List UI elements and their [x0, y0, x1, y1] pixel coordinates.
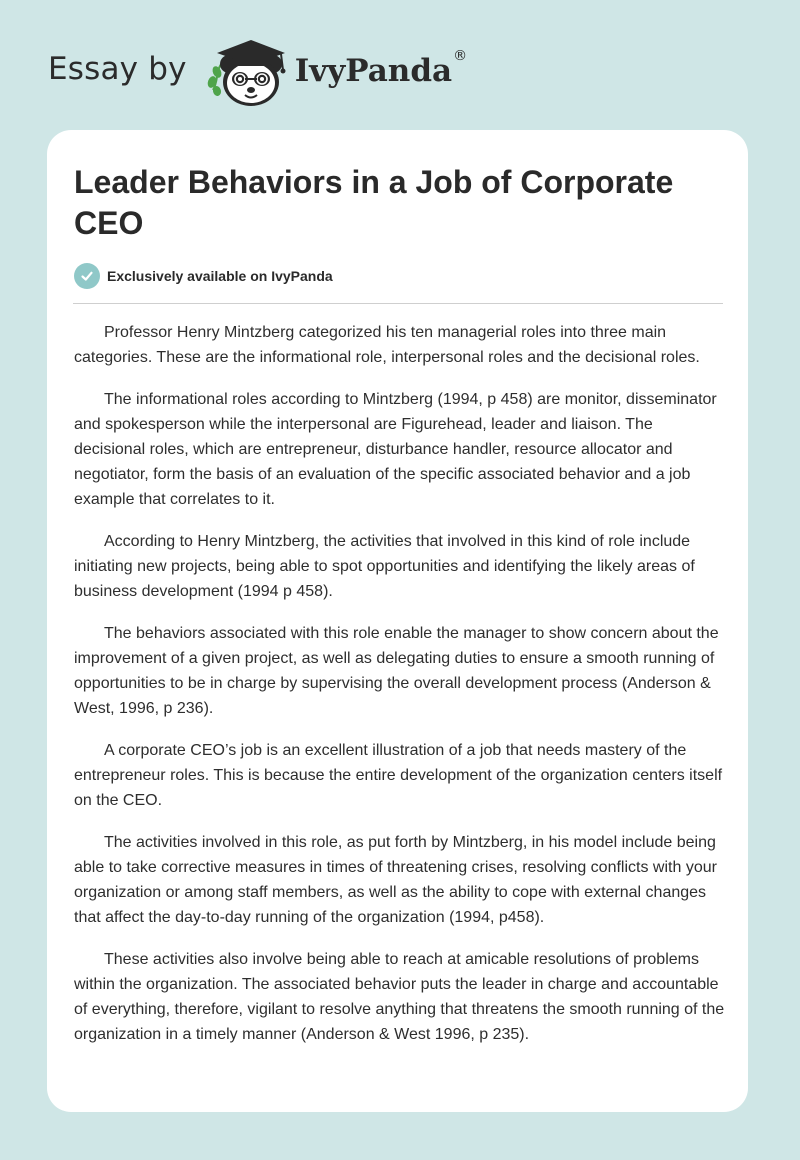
paragraph: The activities involved in this role, as put forth by Mintzberg, in his model include being able to take corrective measures in times of threatening crises, resolving conflicts with your organization or among staff members, as well as the ability to cope with external changes that affect the day-to-day running of the organization (1994, p458). — [74, 834, 717, 926]
paragraph: The behaviors associated with this role enable the manager to show concern about the improvement of a given project, as well as delegating duties to ensure a smooth running of opportunities to be in charge by supervising the overall development process (Anderson & West, 1996, p 236). — [74, 625, 719, 717]
panda-graduate-icon[interactable] — [203, 36, 293, 108]
paragraph: The informational roles according to Mintzberg (1994, p 458) are monitor, disseminator and spokesperson while the interpersonal are Figurehead, leader and liaison. The decisional roles, which are entrepreneur, disturbance handler, resource allocator and negotiator, form the basis of an evaluation of the specific associated behavior and a job example that correlates to it. — [74, 391, 717, 508]
check-circle-icon — [74, 263, 100, 289]
page-title: Leader Behaviors in a Job of Corporate CEO — [74, 164, 674, 241]
paragraph: Professor Henry Mintzberg categorized his ten managerial roles into three main categories. These are the informational role, interpersonal roles and the decisional roles. — [74, 324, 700, 366]
exclusive-badge-text: Exclusively available on IvyPanda — [107, 268, 333, 284]
essay-by-label: Essay by — [48, 51, 187, 87]
paragraph: A corporate CEO’s job is an excellent illustration of a job that needs mastery of the entrepreneur roles. This is because the entire development of the organization centers itself on the CEO. — [74, 742, 723, 809]
site-header — [48, 36, 467, 108]
divider — [73, 303, 723, 304]
check-mark-icon — [80, 269, 94, 283]
paragraph: According to Henry Mintzberg, the activities that involved in this kind of role include initiating new projects, being able to spot opportunities and identifying the likely areas of business development (1994 p 458). — [74, 533, 695, 600]
essay-body — [74, 320, 726, 1064]
paragraph: These activities also involve being able to reach at amicable resolutions of problems within the organization. The associated behavior puts the leader in charge and accountable of everything, therefore, vigilant to resolve anything that threatens the smooth running of the organization in a timely manner (Anderson & West 1996, p 235). — [74, 951, 725, 1043]
brand-name[interactable]: IvyPanda — [294, 53, 453, 89]
registered-mark: ® — [453, 48, 468, 64]
essay-card — [47, 130, 748, 1112]
exclusive-badge — [74, 263, 333, 289]
